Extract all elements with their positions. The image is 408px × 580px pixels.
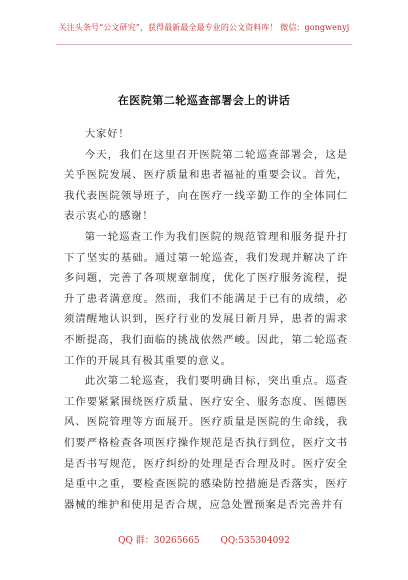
document-title: 在医院第二轮巡查部署会上的讲话 — [117, 94, 291, 107]
greeting: 大家好！ — [84, 128, 130, 140]
document-body — [64, 124, 348, 515]
header-divider — [56, 44, 352, 45]
footer-qq-group: QQ 群：30265665 — [118, 536, 200, 546]
footer-contact — [0, 533, 408, 546]
header-promo-note: 关注头条号“公文研究”，获得最新最全最专业的公文资料库！ 微信：gongwenyj — [58, 23, 350, 32]
paragraph-3: 此次第二轮巡查，我们要明确目标，突出重点。巡查工作要紧紧围绕医疗质量、医疗安全、服务态度、医德医风、医院管理等方面展开。医疗质量是医院的生命线，我们要严格检查各项医疗操作规范是否执行到位，医疗文书是否书写规范，医疗纠纷的处理是否合理及时。医疗安全是重中之重，要检查医院的感染防控措施是否落实，医疗器械的维护和使用是否合规，应急处置预案是否完善并有 — [64, 375, 348, 511]
paragraph-2: 第一轮巡查工作为我们医院的规范管理和服务提升打下了坚实的基础。通过第一轮巡查，我们发现并解决了许多问题，完善了各项规章制度，优化了医疗服务流程，提升了患者满意度。然而，我们不能满足于已有的成绩，必须清醒地认识到，医疗行业的发展日新月异，患者的需求不断提高，我们面临的挑战依然严峻。因此，第二轮巡查工作的开展具有极其重要的意义。 — [64, 230, 348, 367]
paragraph-1: 今天，我们在这里召开医院第二轮巡查部署会，这是关乎医院发展、医疗质量和患者福祉的重要会议。首先，我代表医院领导班子，向在医疗一线辛勤工作的全体同仁表示衷心的感谢！ — [64, 148, 348, 223]
footer-qq: QQ:535304092 — [220, 536, 290, 546]
